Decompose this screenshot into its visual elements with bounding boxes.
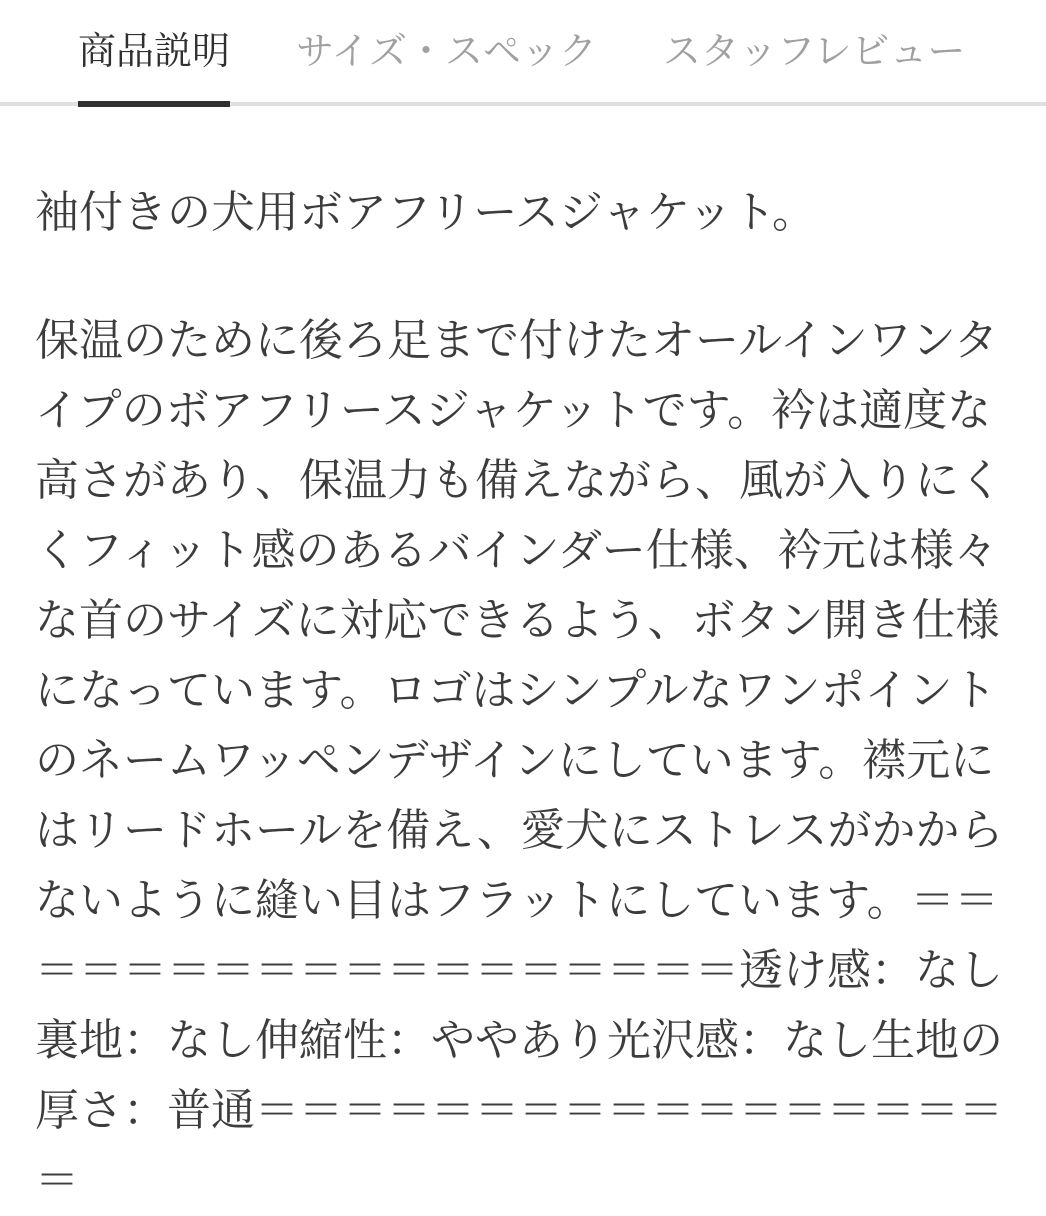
tab-size-spec[interactable]: サイズ・スペック — [296, 31, 597, 73]
product-description-panel — [0, 178, 1046, 1216]
description-body-paragraph: 保温のために後ろ足まで付けたオールインワンタイプのボアフリースジャケットです。衿は適度な高さがあり、保温力も備えながら、風が入りにくくフィット感のあるバインダー仕様、衿元は様々な首のサイズに対応できるよう、ボタン開き仕様になっています。ロゴはシンプルなワンポイントのネームワッペンデザインにしています。襟元にはリードホールを備え、愛犬にストレスがかからないように縫い目はフラットにしています。＝＝＝＝＝＝＝＝＝＝＝＝＝＝＝＝＝＝透け感：なし裏地：なし伸縮性：ややあり光沢感：なし生地の厚さ：普通＝＝＝＝＝＝＝＝＝＝＝＝＝＝＝＝＝＝ — [35, 316, 1004, 1205]
product-tab-bar — [0, 0, 1046, 106]
description-intro-paragraph: 袖付きの犬用ボアフリースジャケット。 — [35, 188, 816, 237]
tab-product-description[interactable]: 商品説明 — [78, 30, 230, 107]
tab-staff-review[interactable]: スタッフレビュー — [662, 31, 966, 73]
